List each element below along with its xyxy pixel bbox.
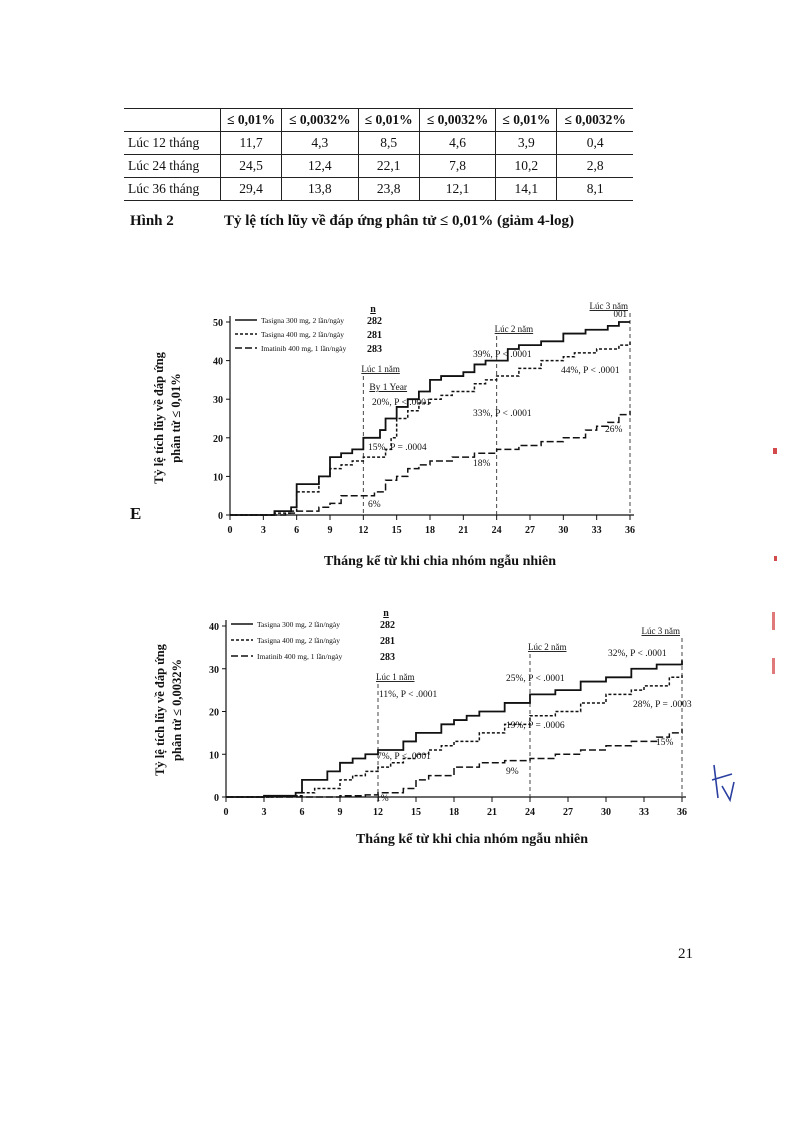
x-tick-label: 36 bbox=[677, 807, 687, 818]
table-header-cell bbox=[124, 109, 221, 132]
x-tick-label: 6 bbox=[299, 807, 305, 818]
table-header-cell: ≤ 0,0032% bbox=[557, 109, 633, 132]
x-tick-label: 33 bbox=[639, 807, 649, 818]
table-row bbox=[124, 132, 633, 155]
annotation-label: 1% bbox=[376, 794, 389, 804]
legend-n: 283 bbox=[367, 344, 382, 355]
table-cell: 8,1 bbox=[557, 178, 633, 201]
series-line bbox=[226, 660, 682, 797]
landmark-title: Lúc 1 năm bbox=[376, 672, 415, 682]
x-tick-label: 6 bbox=[294, 525, 300, 536]
figure-caption bbox=[130, 213, 574, 230]
y-tick-label: 10 bbox=[213, 472, 223, 484]
table-header-row bbox=[124, 109, 633, 132]
table-cell: 10,2 bbox=[496, 155, 557, 178]
annotation-label: 44%, P < .0001 bbox=[561, 366, 620, 376]
annotation-label: 7%, P < .0001 bbox=[377, 752, 431, 762]
x-tick-label: 12 bbox=[373, 807, 383, 818]
x-tick-label: 30 bbox=[601, 807, 611, 818]
page-number: 21 bbox=[678, 946, 693, 962]
landmark-title: Lúc 1 năm bbox=[361, 364, 400, 374]
x-tick-label: 24 bbox=[491, 525, 502, 536]
landmark-title: Lúc 2 năm bbox=[494, 324, 534, 334]
y-tick-label: 40 bbox=[213, 356, 223, 368]
annotation-label: 39%, P < .0001 bbox=[473, 350, 532, 360]
table-header-cell: ≤ 0,0032% bbox=[282, 109, 359, 132]
table-cell: Lúc 12 tháng bbox=[128, 135, 200, 150]
legend-n: 282 bbox=[380, 620, 395, 631]
table-cell: 4,6 bbox=[419, 132, 496, 155]
series-line bbox=[230, 411, 630, 515]
series-line bbox=[226, 729, 682, 797]
x-tick-label: 15 bbox=[391, 525, 402, 536]
annotation-label: 32%, P < .0001 bbox=[608, 649, 667, 659]
x-tick-label: 27 bbox=[563, 807, 573, 818]
table-cell: 2,8 bbox=[557, 155, 633, 178]
table-header-cell: ≤ 0,0032% bbox=[419, 109, 496, 132]
ink-mark bbox=[773, 448, 777, 454]
annotation-label: 28%, P = .0003 bbox=[633, 700, 692, 710]
margin-letter: E bbox=[130, 504, 142, 523]
y-tick-label: 20 bbox=[213, 433, 223, 445]
annotation-label: 19%, P = .0006 bbox=[506, 721, 565, 731]
ink-mark bbox=[774, 556, 777, 561]
table-cell: 23,8 bbox=[358, 178, 419, 201]
x-tick-label: 0 bbox=[227, 525, 233, 536]
ink-mark bbox=[772, 658, 775, 674]
landmark-extra: By 1 Year bbox=[369, 383, 408, 393]
legend-n-header: n bbox=[370, 304, 376, 315]
table-cell: 13,8 bbox=[282, 178, 359, 201]
legend-label: Tasigna 300 mg, 2 lần/ngày bbox=[257, 620, 341, 629]
table-header-cell: ≤ 0,01% bbox=[358, 109, 419, 132]
series-line bbox=[230, 322, 630, 515]
y-tick-label: 50 bbox=[213, 318, 223, 329]
y-tick-label: 30 bbox=[213, 395, 223, 407]
series-line bbox=[226, 673, 682, 797]
landmark-title: Lúc 3 năm bbox=[589, 301, 628, 311]
annotation-label: 20%, P < .0001 bbox=[372, 398, 431, 408]
y-tick-label: 10 bbox=[209, 750, 219, 762]
annotation-label: 33%, P < .0001 bbox=[473, 409, 532, 419]
x-tick-label: 3 bbox=[261, 807, 267, 818]
table-row bbox=[124, 155, 633, 178]
annotation-label: 15% bbox=[656, 738, 674, 748]
x-axis-label: Tháng kể từ khi chia nhóm ngẫu nhiên bbox=[323, 554, 557, 569]
series-line bbox=[230, 341, 630, 515]
y-axis-label: phân tử ≤ 0,01% bbox=[169, 373, 183, 463]
annotation-label: 26% bbox=[605, 425, 623, 435]
legend-n-header: n bbox=[383, 608, 389, 619]
x-tick-label: 18 bbox=[449, 807, 459, 818]
x-tick-label: 33 bbox=[591, 525, 602, 536]
table-cell: 11,7 bbox=[221, 132, 282, 155]
table-cell: Lúc 36 tháng bbox=[128, 181, 200, 196]
handwritten-initials bbox=[708, 760, 738, 805]
table-cell: 22,1 bbox=[358, 155, 419, 178]
ink-mark bbox=[772, 612, 775, 630]
legend-label: Imatinib 400 mg, 1 lần/ngày bbox=[261, 344, 347, 353]
table-header-cell: ≤ 0,01% bbox=[496, 109, 557, 132]
annotation-label: 15%, P = .0004 bbox=[368, 443, 427, 453]
legend-n: 281 bbox=[380, 636, 395, 647]
x-tick-label: 12 bbox=[358, 525, 369, 536]
x-tick-label: 3 bbox=[260, 525, 266, 536]
x-tick-label: 21 bbox=[487, 807, 497, 818]
table-cell: 4,3 bbox=[282, 132, 359, 155]
table-header-cell: ≤ 0,01% bbox=[221, 109, 282, 132]
x-tick-label: 9 bbox=[327, 525, 333, 536]
y-tick-label: 30 bbox=[209, 664, 219, 676]
table-cell: Lúc 24 tháng bbox=[128, 158, 200, 173]
x-tick-label: 15 bbox=[411, 807, 421, 818]
landmark-title: Lúc 2 năm bbox=[528, 642, 567, 652]
y-axis-label: Tỷ lệ tích lũy về đáp ứng bbox=[153, 644, 167, 776]
landmark-title: Lúc 3 năm bbox=[641, 626, 680, 636]
table-cell: 8,5 bbox=[358, 132, 419, 155]
legend-n: 281 bbox=[367, 330, 382, 341]
y-tick-label: 0 bbox=[214, 793, 219, 804]
y-axis-label: phân tử ≤ 0,0032% bbox=[170, 659, 184, 761]
legend-n: 282 bbox=[367, 316, 382, 327]
figure-caption-text: Tỷ lệ tích lũy về đáp ứng phân tử ≤ 0,01% (giảm 4-log) bbox=[224, 213, 575, 229]
results-table bbox=[124, 108, 633, 201]
annotation-label: 18% bbox=[473, 459, 491, 469]
table-cell: 14,1 bbox=[496, 178, 557, 201]
x-tick-label: 18 bbox=[425, 525, 435, 536]
x-axis-label: Tháng kể từ khi chia nhóm ngẫu nhiên bbox=[355, 832, 589, 847]
y-tick-label: 40 bbox=[209, 622, 219, 633]
legend-n: 283 bbox=[380, 652, 395, 663]
table-cell: 24,5 bbox=[221, 155, 282, 178]
legend-label: Tasigna 400 mg, 2 lần/ngày bbox=[257, 636, 341, 645]
table-row bbox=[124, 178, 633, 201]
table-cell: 12,4 bbox=[282, 155, 359, 178]
figure-caption-label: Hình 2 bbox=[130, 213, 174, 229]
legend-label: Tasigna 300 mg, 2 lần/ngày bbox=[261, 316, 345, 325]
table-cell: 0,4 bbox=[557, 132, 633, 155]
x-tick-label: 9 bbox=[337, 807, 343, 818]
legend-label: Imatinib 400 mg, 1 lần/ngày bbox=[257, 652, 343, 661]
table-cell: 12,1 bbox=[419, 178, 496, 201]
legend-label: Tasigna 400 mg, 2 lần/ngày bbox=[261, 330, 345, 339]
annotation-label: 11%, P < .0001 bbox=[379, 690, 438, 700]
y-tick-label: 0 bbox=[218, 511, 223, 522]
x-tick-label: 21 bbox=[458, 525, 469, 536]
x-tick-label: 30 bbox=[558, 525, 569, 536]
x-tick-label: 36 bbox=[625, 525, 635, 536]
x-tick-label: 0 bbox=[223, 807, 229, 818]
table-cell: 7,8 bbox=[419, 155, 496, 178]
annotation-label: 25%, P < .0001 bbox=[506, 674, 565, 684]
y-tick-label: 20 bbox=[209, 707, 219, 719]
x-tick-label: 24 bbox=[525, 807, 535, 818]
annotation-label: 6% bbox=[368, 500, 381, 510]
annotation-label: 9% bbox=[506, 767, 519, 777]
landmark-fragment: 001 bbox=[613, 309, 627, 319]
y-axis-label: Tỷ lệ tích lũy về đáp ứng bbox=[152, 352, 166, 484]
x-tick-label: 27 bbox=[525, 525, 535, 536]
table-cell: 29,4 bbox=[221, 178, 282, 201]
table-cell: 3,9 bbox=[496, 132, 557, 155]
